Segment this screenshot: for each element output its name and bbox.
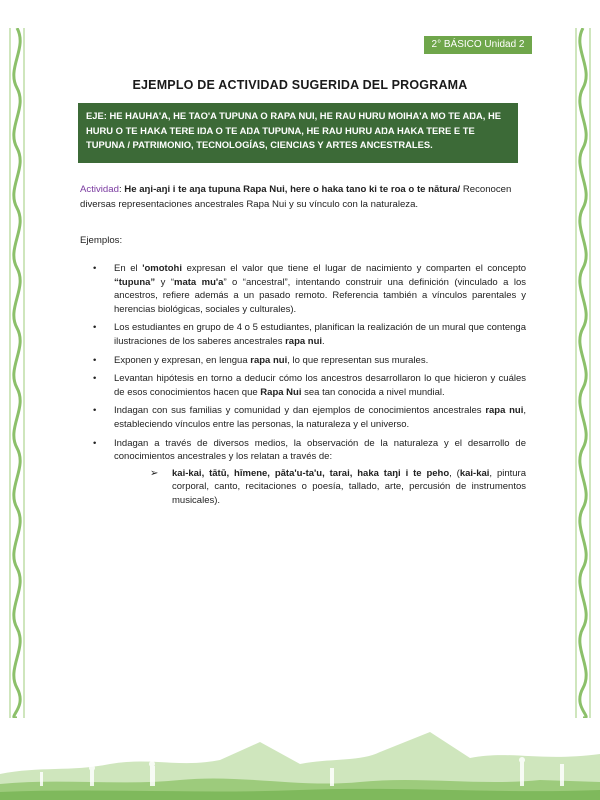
activity-spanish-text: Reconocen diversas representaciones ancestrales Rapa Nui y su vínculo con la naturaleza.	[80, 184, 512, 210]
eje-banner	[78, 103, 518, 163]
eje-text: EJE: HE HAUHA'A, HE TAO'A TUPUNA O RAPA NUI, HE RAU HURU MOIHA'A MO TE AŊA, HE HURU O TE HAKA TERE IŊA O TE AŊA TUPUNA, HE RAU HURU AŊA HAKA TERE E TE TUPUNA / PATRIMONIO, TECNOLOGÍAS, CIENCIAS Y ARTES ANCESTRALES.	[86, 110, 502, 150]
activity-rapanui-text: He aŋi-aŋi i te aŋa tupuna Rapa Nui, here o haka tano ki te roa o te nātura/	[124, 184, 461, 195]
left-decorative-border	[6, 28, 28, 718]
footer-landscape-illustration	[0, 702, 600, 800]
activity-label: Actividad	[80, 184, 119, 195]
right-decorative-border	[572, 28, 594, 718]
page-title: EJEMPLO DE ACTIVIDAD SUGERIDA DEL PROGRAMA	[132, 78, 468, 92]
list-item: • Indagan a través de diversos medios, la observación de la naturaleza y el desarrollo de conocimientos ancestrales y los relatan a través de: ➢ kai-kai, tātū, hīmene, pāta'u-ta'u, tarai, haka taŋi i te peho, (kai-kai, pintura corporal, canto, recitaciones o poesía, tallado, arte, percusión de instrumentos musicales).	[93, 437, 527, 506]
list-item: • En el 'omotohi expresan el valor que tiene el lugar de nacimiento y comparten el concepto “tupuna” y “mata mu'a” o “ancestral”, intentando construir una definición (vinculado a los ancestros, refiere además a un pasado remoto. Referencia también a vínculos parentales y herencias biológicas, sociales y culturales).	[93, 263, 526, 315]
arrow-bullet-icon: ➢	[150, 467, 159, 479]
list-item: • Exponen y expresan, en lengua rapa nui, lo que representan sus murales.	[93, 354, 429, 366]
list-item: • Indagan con sus familias y comunidad y dan ejemplos de conocimientos ancestrales rapa nui, estableciendo vínculos entre las personas, la naturaleza y el universo.	[93, 405, 527, 430]
grade-unit-badge: 2° BÁSICO Unidad 2	[424, 36, 532, 54]
list-item: • Los estudiantes en grupo de 4 o 5 estudiantes, planifican la realización de un mural que contenga ilustraciones de los saberes ancestrales rapa nui.	[93, 322, 526, 347]
list-item: • Levantan hipótesis en torno a deducir cómo los ancestros desarrollaron lo que hicieron y cuáles de esos conocimientos hacen que Rapa Nui sea tan conocida a nivel mundial.	[93, 373, 526, 398]
examples-heading: Ejemplos:	[80, 235, 123, 246]
sub-list-item: ➢ kai-kai, tātū, hīmene, pāta'u-ta'u, tarai, haka taŋi i te peho, (kai-kai, pintura corporal, canto, recitaciones o poesía, tallado, arte, percusión de instrumentos musicales).	[150, 467, 527, 506]
examples-list	[88, 262, 526, 513]
activity-description: Actividad: He aŋi-aŋi i te aŋa tupuna Rapa Nui, here o haka tano ki te roa o te nātura/ Reconocen diversas representaciones ancestrales Rapa Nui y su vínculo con la naturaleza.	[80, 184, 512, 210]
